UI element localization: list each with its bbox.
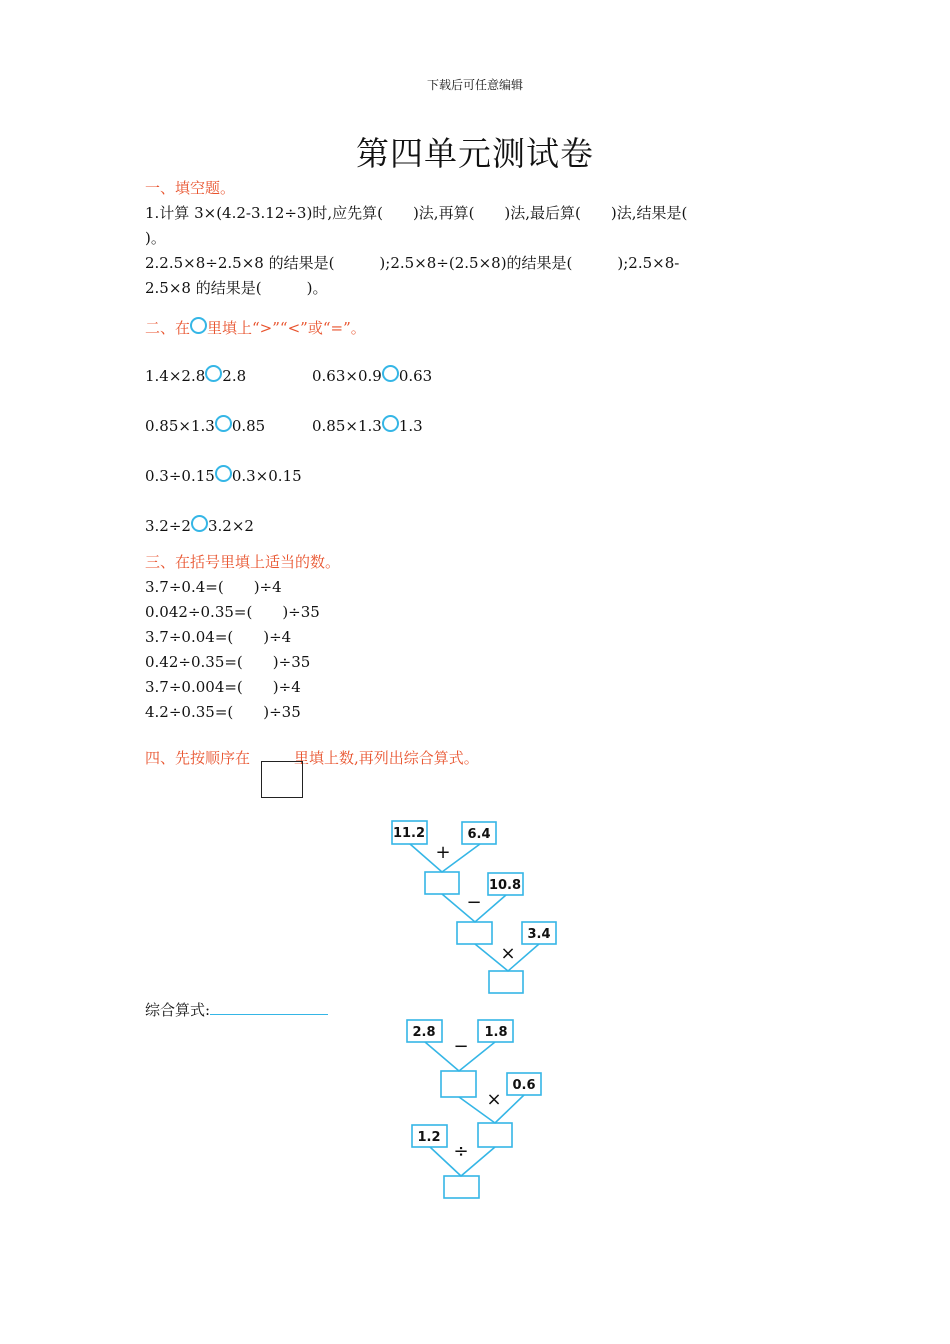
- tree1-answer-box[interactable]: [489, 971, 523, 993]
- compare-left: 0.85×1.3: [145, 417, 215, 435]
- section2-heading-post: 里填上“>”“<”或“=”。: [207, 319, 366, 337]
- tree1-value-b: 6.4: [467, 827, 491, 842]
- answer-underline[interactable]: [210, 1000, 328, 1015]
- q2-line1: 2.2.5×8÷2.5×8 的结果是( );2.5×8÷(2.5×8)的结果是( );2.5×8-: [145, 254, 680, 272]
- compare-left: 3.2÷2: [145, 517, 191, 535]
- tree1-answer-box[interactable]: [425, 872, 459, 894]
- tree2-value-b: 1.8: [484, 1025, 508, 1040]
- page-header: 下载后可任意编辑: [426, 78, 523, 92]
- tree2-answer-box[interactable]: [441, 1071, 476, 1097]
- tree1-answer-box[interactable]: [457, 922, 492, 944]
- fill-line: 3.7÷0.004=( )÷4: [145, 678, 301, 696]
- answer-label: 综合算式:: [145, 1001, 211, 1019]
- answer-line: [145, 999, 328, 1020]
- tree1-value-d: 3.4: [527, 927, 551, 942]
- fill-line: 0.42÷0.35=( )÷35: [145, 653, 311, 671]
- compare-right: 2.8: [222, 367, 247, 385]
- compare-left: 1.4×2.8: [145, 367, 206, 385]
- tree2-value-c: 0.6: [512, 1078, 536, 1093]
- answer-circle[interactable]: [205, 365, 222, 382]
- calc-tree-2: [400, 1013, 560, 1203]
- tree1-op1: +: [435, 842, 451, 863]
- fill-line: 0.042÷0.35=( )÷35: [145, 603, 320, 621]
- tree1-op2: −: [466, 892, 482, 913]
- compare-left: 0.85×1.3: [312, 417, 382, 435]
- fill-line: 3.7÷0.04=( )÷4: [145, 628, 292, 646]
- q1-line2: )。: [145, 229, 166, 247]
- tree2-value-a: 2.8: [412, 1025, 436, 1040]
- compare-item: [145, 367, 246, 386]
- tree2-value-d: 1.2: [417, 1130, 441, 1145]
- tree1-value-a: 11.2: [392, 826, 426, 841]
- square-box-icon: [261, 761, 303, 798]
- compare-right: 1.3: [398, 417, 423, 435]
- calc-tree-1: [380, 815, 570, 1000]
- answer-circle[interactable]: [382, 415, 399, 432]
- compare-item: [145, 517, 254, 536]
- tree1-value-c: 10.8: [488, 878, 522, 893]
- answer-circle[interactable]: [215, 415, 232, 432]
- fill-line: 3.7÷0.4=( )÷4: [145, 578, 282, 596]
- section1-heading: 一、填空题。: [145, 179, 236, 197]
- section3-heading: 三、在括号里填上适当的数。: [145, 553, 341, 571]
- section4-heading: [145, 747, 479, 768]
- page-title: 第四单元测试卷: [356, 134, 594, 173]
- compare-right: 0.63: [398, 367, 433, 385]
- compare-right: 0.85: [231, 417, 266, 435]
- section2-heading: [145, 317, 366, 338]
- answer-circle[interactable]: [382, 365, 399, 382]
- q2-line2: 2.5×8 的结果是( )。: [145, 279, 328, 297]
- compare-right: 3.2×2: [207, 517, 254, 535]
- compare-right: 0.3×0.15: [231, 467, 302, 485]
- compare-circle-icon: [190, 317, 207, 334]
- compare-item: [145, 417, 265, 436]
- compare-item: [145, 467, 302, 486]
- section4-heading-pre: 四、先按顺序在: [145, 749, 251, 767]
- compare-item: [312, 367, 432, 386]
- tree2-op1: −: [453, 1036, 469, 1057]
- section4-heading-post: 里填上数,再列出综合算式。: [294, 749, 479, 767]
- q1-line1: 1.计算 3×(4.2-3.12÷3)时,应先算( )法,再算( )法,最后算( )法,结果是(: [145, 204, 688, 222]
- compare-left: 0.3÷0.15: [145, 467, 215, 485]
- fill-line: 4.2÷0.35=( )÷35: [145, 703, 301, 721]
- tree2-answer-box[interactable]: [444, 1176, 479, 1198]
- answer-circle[interactable]: [215, 465, 232, 482]
- answer-circle[interactable]: [191, 515, 208, 532]
- tree2-op2: ×: [486, 1089, 502, 1110]
- compare-item: [312, 417, 423, 436]
- tree2-op3: ÷: [453, 1141, 469, 1162]
- section2-heading-pre: 二、在: [145, 319, 191, 337]
- compare-left: 0.63×0.9: [312, 367, 382, 385]
- tree2-answer-box[interactable]: [478, 1123, 512, 1147]
- tree1-op3: ×: [500, 943, 516, 964]
